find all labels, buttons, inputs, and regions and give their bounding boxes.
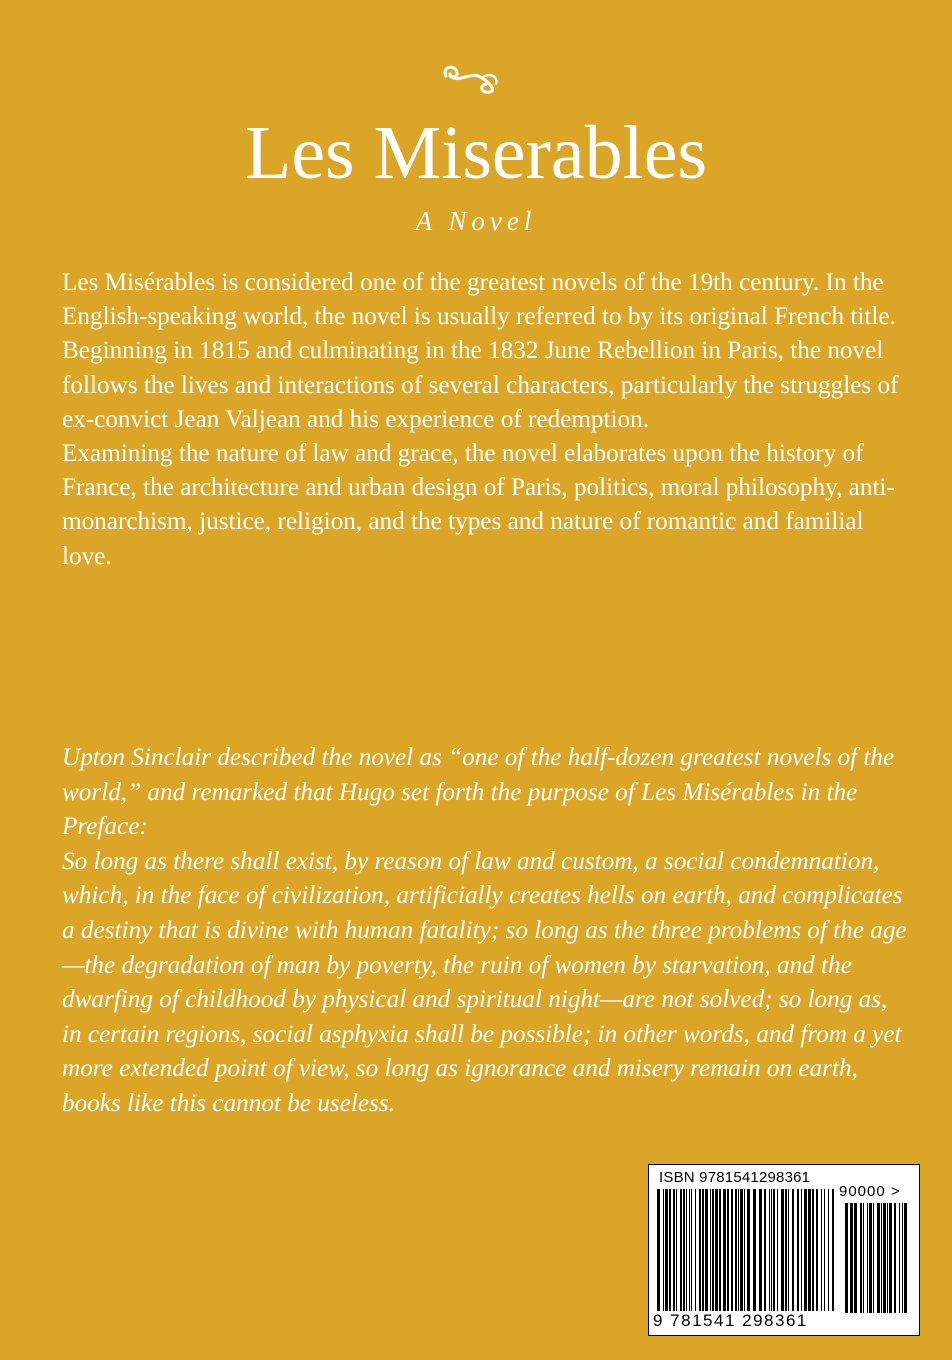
book-description [62, 266, 902, 574]
preface-quote: So long as there shall exist, by reason of law and custom, a social condemnation, which, in the face of civilization, artificially creates hells on earth, and complicates a destiny that is divine with human fatality; so long as the three problems of the age—the degradation of man by poverty, the ruin of women by starvation, and the dwarfing of childhood by physical and spiritual night—are not solved; so long as, in certain regions, social asphyxia shall be possible; in other words, and from a yet more extended point of view, so long as ignorance and misery remain on earth, books like this cannot be useless. [62, 847, 907, 1117]
barcode-bars [657, 1189, 837, 1311]
description-paragraph-1: Les Misérables is considered one of the greatest novels of the 19th century. In the English-speaking world, the novel is usually referred to by its original French title. Beginning in 1815 and culminating in the 1832 June Rebellion in Paris, the novel follows the lives and interactions of several characters, particularly the struggles of ex-convict Jean Valjean and his experience of redemption. [62, 269, 899, 433]
book-title: Les Miserables [244, 111, 708, 195]
price-barcode-bars [845, 1203, 907, 1313]
flourish-ornament-icon [438, 62, 502, 102]
description-paragraph-2: Examining the nature of law and grace, the novel elaborates upon the history of France, the architecture and urban design of Paris, politics, moral philosophy, anti-monarchism, justice, religion, and the types and nature of romantic and familial love. [62, 440, 895, 570]
book-subtitle: A Novel [415, 206, 537, 236]
isbn-barcode [648, 1164, 920, 1336]
quote-intro: Upton Sinclair described the novel as “one of the half-dozen greatest novels of the world,” and remarked that Hugo set forth the purpose of Les Misérables in the Preface: [62, 744, 895, 841]
barcode-digits: 9 781541 298361 [653, 1311, 808, 1330]
sinclair-quote [62, 741, 912, 1122]
price-code: 90000 > [839, 1183, 901, 1200]
isbn-label: ISBN 9781541298361 [659, 1169, 811, 1186]
